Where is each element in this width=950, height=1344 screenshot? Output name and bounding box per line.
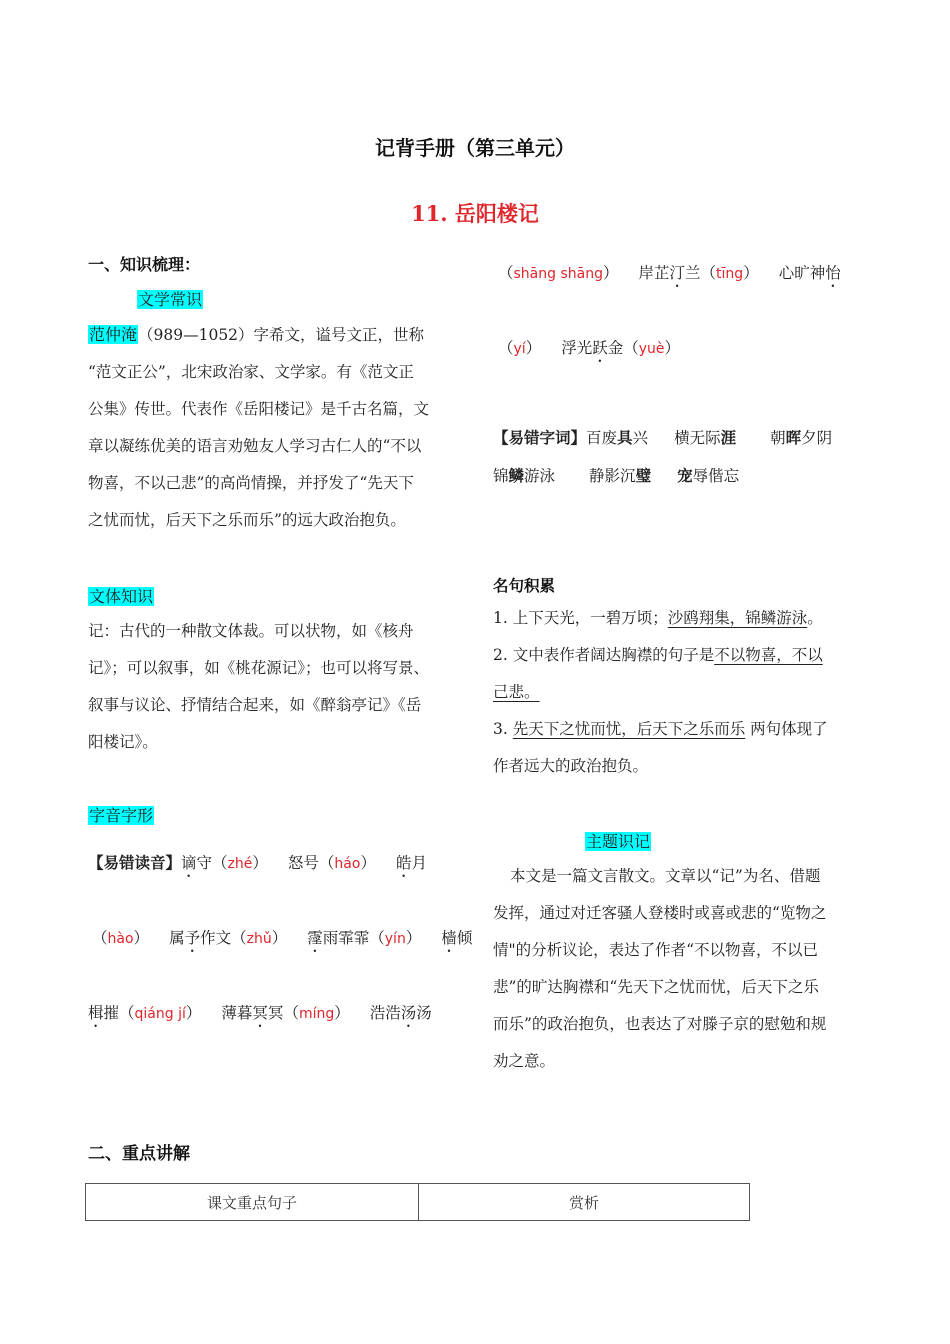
dotted-char: 跃 <box>592 339 608 357</box>
pinyin: hào <box>107 931 134 947</box>
pronunciation-item <box>370 1004 432 1022</box>
pronunciation-item <box>639 264 759 282</box>
item-text: ） <box>664 339 681 357</box>
item-text: ） <box>525 339 542 357</box>
pronunciation-item <box>288 854 376 872</box>
wenxue-block: 范仲淹（989—1052）字希文，谥号文正，世称 “范文正公”，北宋政治家、文学家。有《范文正 公集》传世。代表作《岳阳楼记》是千古名篇，文 章以凝练优美的语言劝勉友人学习古仁人的“不以 物喜，不以己悲”的高尚情操，并抒发了“先天下 之忧而忧，后天下之乐而乐”的远大政治抱负。 <box>88 325 430 529</box>
item-text: ） <box>185 1004 202 1022</box>
pinyin: shāng shāng <box>513 266 603 282</box>
pronunciation-item <box>307 929 421 947</box>
wenti-block: 记：古代的一种散文体裁。可以状物，如《核舟 记》；可以叙事，如《桃花源记》；也可以将写景、 叙事与议论、抒情结合起来，如《醉翁亭记》《岳 阳楼记》。 <box>88 622 430 751</box>
section-2-heading: 二、重点讲解 <box>88 1144 190 1164</box>
item-text: ） <box>405 929 422 947</box>
item-text: 薄暮 <box>221 1004 253 1022</box>
item-text: （ <box>498 264 514 282</box>
item-text: 倾 <box>456 929 473 947</box>
pronunciation-item <box>181 854 268 872</box>
item-text: 金（ <box>607 339 639 357</box>
pinyin: míng <box>298 1006 335 1022</box>
pronunciation-item <box>92 929 149 947</box>
pronunciation-item <box>561 339 680 357</box>
pronunciation-item <box>498 339 541 357</box>
item-text: 浮光 <box>561 339 593 357</box>
pinyin: yí <box>513 341 526 357</box>
pinyin: zhǔ <box>246 931 272 947</box>
item-text: 冥（ <box>267 1004 299 1022</box>
table-header-analysis: 赏析 <box>419 1184 750 1221</box>
item-text: （ <box>498 339 514 357</box>
wenti-label: 文体知识 <box>89 587 154 606</box>
dotted-char: 冥 <box>252 1004 268 1022</box>
dotted-char: 楫 <box>88 1004 104 1022</box>
dotted-char: 樯 <box>441 929 457 947</box>
dotted-char: 怡 <box>825 264 841 282</box>
table-header-sentence: 课文重点句子 <box>86 1184 419 1221</box>
pinyin: yín <box>384 931 406 947</box>
pronunciation-item <box>441 929 472 947</box>
dotted-char: 汤 <box>400 1004 417 1022</box>
item-text: 汤 <box>416 1004 432 1022</box>
item-text: 守（ <box>196 854 228 872</box>
mingju-block: 1. 上下天光，一碧万顷；沙鸥翔集，锦鳞游泳。 2. 文中表作者阔达胸襟的句子是不以物喜，不以 己悲。 3. 先天下之忧而忧，后天下之乐而乐 两句体现了 作者远大的政治抱负。 <box>493 609 828 775</box>
pinyin: tīng <box>716 266 744 282</box>
duyin-row-4 <box>498 261 841 291</box>
dotted-char: 皓 <box>395 854 412 872</box>
key-sentences-table <box>85 1183 750 1221</box>
wenxue-label: 文学常识 <box>138 290 203 309</box>
pronunciation-item <box>169 929 287 947</box>
author-name: 范仲淹 <box>89 325 138 344</box>
item-text: ） <box>743 264 759 282</box>
pinyin: yuè <box>638 341 665 357</box>
dotted-char: 霪 <box>307 929 323 947</box>
item-text: 心旷神 <box>778 264 826 282</box>
zixing-row-1: 【易错字词】百废具兴 横无际涯 朝晖夕阴 <box>493 428 833 447</box>
pronunciation-item <box>396 854 427 872</box>
item-text: （ <box>92 929 108 947</box>
item-text: 兰（ <box>685 264 717 282</box>
pinyin: qiáng jí <box>134 1006 186 1022</box>
duyin-row-5 <box>498 336 680 366</box>
duyin-row-1 <box>88 851 427 881</box>
duyin-row-2 <box>92 926 472 956</box>
mingju-heading: 名句积累 <box>493 577 556 595</box>
item-text: ） <box>602 264 619 282</box>
section-1-heading: 一、知识梳理： <box>88 255 201 274</box>
item-text: 怒号（ <box>287 854 335 872</box>
pronunciation-item <box>779 264 841 282</box>
zixing-row-2: 锦鳞游泳 静影沉璧 宠辱偕忘 <box>493 466 740 485</box>
table-header-row <box>86 1184 750 1221</box>
dotted-char: 汀 <box>669 264 686 282</box>
duyin-row-3 <box>88 1001 432 1031</box>
item-text: ） <box>334 1004 350 1022</box>
item-text: ） <box>360 854 376 872</box>
ziyin-label: 字音字形 <box>89 806 154 825</box>
item-text: ） <box>133 929 150 947</box>
zixing-tag: 【易错字词】 <box>493 428 587 447</box>
item-text: ） <box>271 929 288 947</box>
duyin-tag: 【易错读音】 <box>88 853 182 872</box>
item-text: 作文（ <box>200 929 247 947</box>
page-title: 记背手册（第三单元） <box>375 136 575 160</box>
dotted-char: 谪 <box>181 854 197 872</box>
item-text: 月 <box>411 854 427 872</box>
pronunciation-item <box>221 1004 349 1022</box>
pronunciation-item <box>88 1004 201 1022</box>
item-text: 摧（ <box>103 1004 135 1022</box>
item-text: ） <box>252 854 268 872</box>
item-text: 岸芷 <box>638 264 670 282</box>
pinyin: háo <box>334 856 361 872</box>
item-text: 属 <box>169 929 185 947</box>
item-text: 雨霏霏（ <box>322 929 385 947</box>
pinyin: zhé <box>227 856 253 872</box>
item-text: 浩浩 <box>369 1004 401 1022</box>
lesson-title: 11. 岳阳楼记 <box>411 201 539 226</box>
pronunciation-item <box>498 264 619 282</box>
zhuti-label: 主题识记 <box>586 832 651 851</box>
dotted-char: 予 <box>184 929 201 947</box>
zhuti-block: 本文是一篇文言散文。文章以“记”为名、借题 发挥，通过对迁客骚人登楼时或喜或悲的“览物之 情"的分析议论，表达了作者“不以物喜，不以已 悲”的旷达胸襟和“先天下之忧而忧，后天下之乐 而乐”的政治抱负，也表达了对滕子京的慰勉和规 劝之意。 <box>493 867 827 1070</box>
